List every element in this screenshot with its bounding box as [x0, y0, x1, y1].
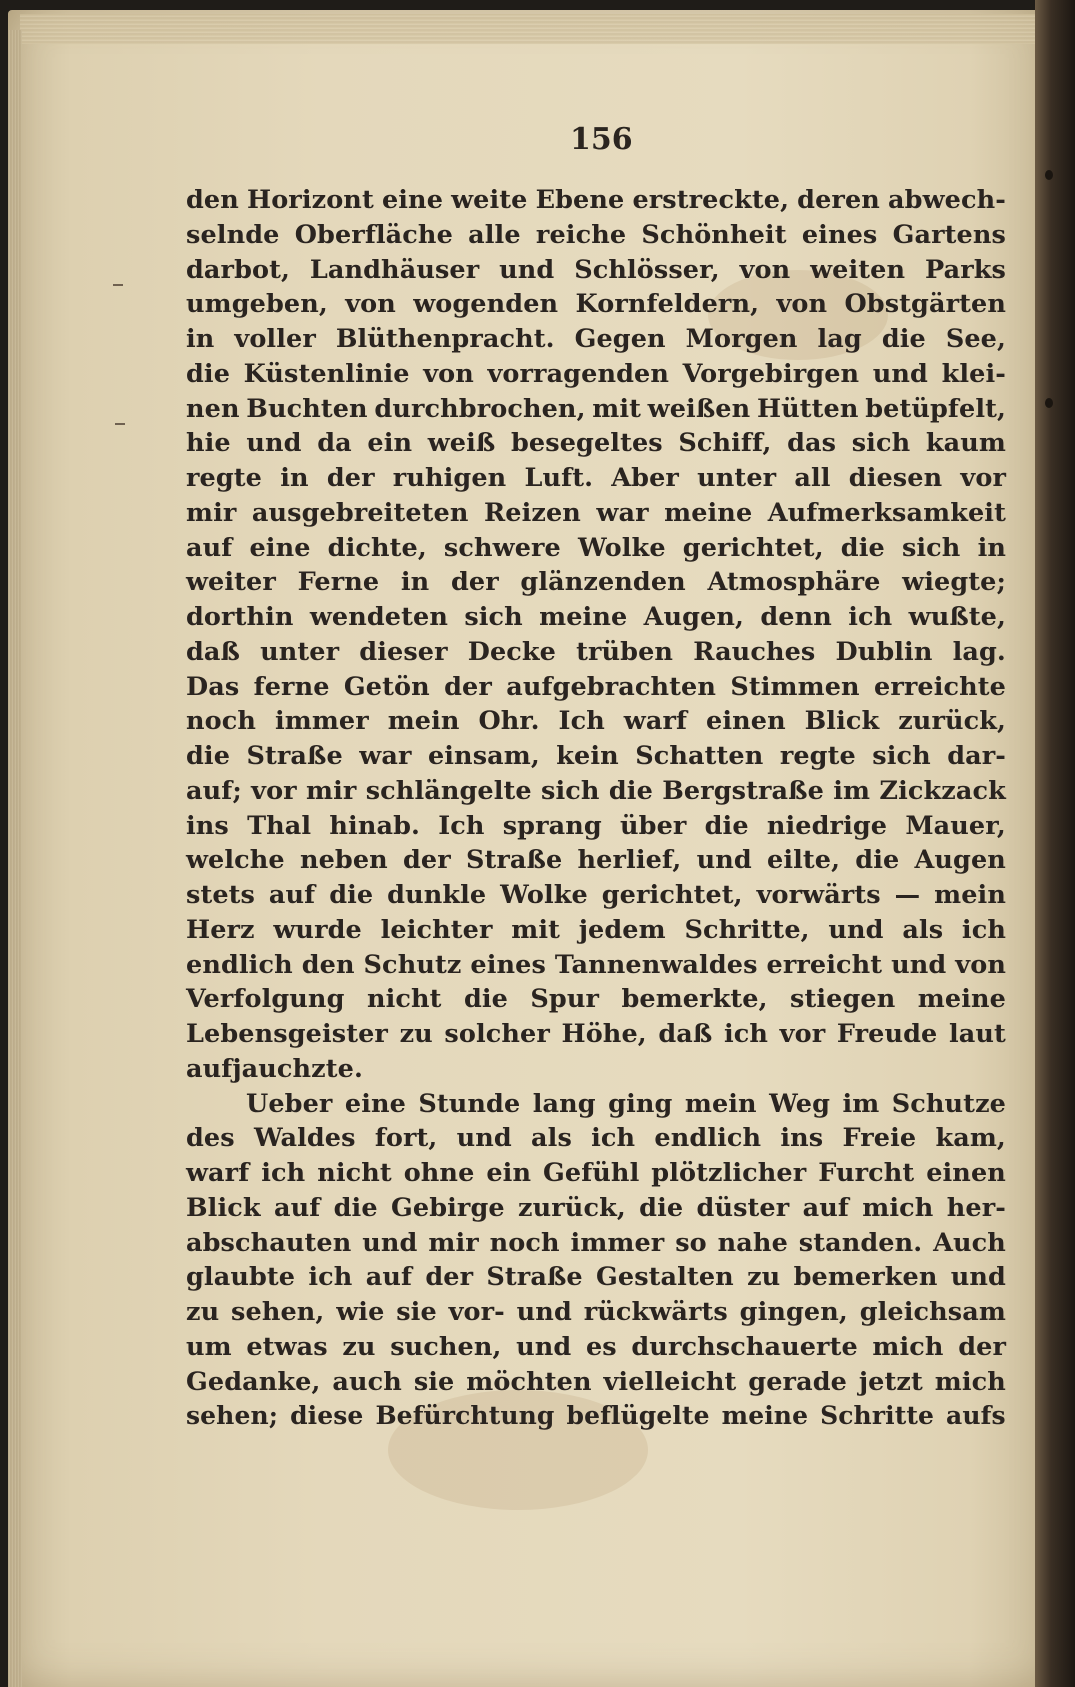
- stacked-page-edges-top: [20, 14, 1040, 44]
- text-line: hie und da ein weiß besegeltes Schiff, das sich kaum: [186, 428, 1006, 459]
- text-line: regte in der ruhigen Luft. Aber unter all diesen vor: [186, 463, 1006, 493]
- text-line: ins Thal hinab. Ich sprang über die niedrige Mauer,: [186, 810, 1006, 841]
- text-line: Gedanke, auch sie möchten vielleicht gerade jetzt mich: [186, 1366, 1006, 1397]
- text-line: selnde Oberfläche alle reiche Schönheit eines Gartens: [186, 219, 1006, 250]
- text-line: warf ich nicht ohne ein Gefühl plötzlicher Furcht einen: [186, 1158, 1006, 1188]
- text-line: auf; vor mir schlängelte sich die Bergstraße im Zickzack: [186, 775, 1006, 806]
- text-line: mir ausgebreiteten Reizen war meine Aufmerksamkeit: [186, 497, 1006, 528]
- text-line: Das ferne Getön der aufgebrachten Stimmen erreichte: [186, 671, 1006, 702]
- text-line: nen Buchten durchbrochen, mit weißen Hütten betüpfelt,: [186, 393, 1006, 424]
- text-line: Blick auf die Gebirge zurück, die düster auf mich her-: [186, 1192, 1006, 1223]
- text-line: stets auf die dunkle Wolke gerichtet, vorwärts — mein: [186, 880, 1006, 910]
- text-line: welche neben der Straße herlief, und eilte, die Augen: [186, 845, 1006, 876]
- paragraph: [186, 183, 1006, 1087]
- margin-mark: [113, 284, 123, 286]
- paragraph: [186, 1087, 1006, 1435]
- text-line: des Waldes fort, und als ich endlich ins Freie kam,: [186, 1123, 1006, 1154]
- text-line: endlich den Schutz eines Tannenwaldes erreicht und von: [186, 949, 1006, 980]
- text-line: in voller Blüthenpracht. Gegen Morgen lag die See,: [186, 324, 1006, 354]
- text-line: umgeben, von wogenden Kornfeldern, von Obstgärten: [186, 289, 1006, 320]
- text-line: noch immer mein Ohr. Ich warf einen Blick zurück,: [186, 706, 1006, 737]
- text-line: glaubte ich auf der Straße Gestalten zu bemerken und: [186, 1262, 1006, 1293]
- margin-mark: [115, 423, 125, 425]
- text-line: sehen; diese Befürchtung beflügelte meine Schritte aufs: [186, 1401, 1006, 1431]
- stacked-page-edges-left: [8, 30, 22, 1687]
- text-line: darbot, Landhäuser und Schlösser, von weiten Parks: [186, 254, 1006, 285]
- text-line: weiter Ferne in der glänzenden Atmosphäre wiegte;: [186, 567, 1006, 598]
- binding-hole-icon: [1045, 398, 1053, 408]
- text-line: um etwas zu suchen, und es durchschauerte mich der: [186, 1331, 1006, 1362]
- text-line: Herz wurde leichter mit jedem Schritte, und als ich: [186, 914, 1006, 945]
- book-spine: [1035, 0, 1075, 1687]
- body-text: [186, 183, 1006, 1434]
- text-line: die Küstenlinie von vorragenden Vorgebirgen und klei-: [186, 358, 1006, 389]
- text-line: abschauten und mir noch immer so nahe standen. Auch: [186, 1227, 1006, 1258]
- text-line: aufjauchzte.: [186, 1053, 363, 1084]
- text-line: dorthin wendeten sich meine Augen, denn ich wußte,: [186, 602, 1006, 632]
- text-line: Ueber eine Stunde lang ging mein Weg im Schutze: [246, 1088, 1006, 1119]
- binding-hole-icon: [1045, 170, 1053, 180]
- text-line: Lebensgeister zu solcher Höhe, daß ich vor Freude laut: [186, 1019, 1006, 1049]
- text-line: den Horizont eine weite Ebene erstreckte, deren abwech-: [186, 185, 1006, 215]
- text-line: auf eine dichte, schwere Wolke gerichtet, die sich in: [186, 532, 1006, 563]
- text-line: daß unter dieser Decke trüben Rauches Dublin lag.: [186, 636, 1006, 667]
- page-number: 156: [570, 122, 633, 157]
- text-line: die Straße war einsam, kein Schatten regte sich dar-: [186, 741, 1006, 771]
- text-line: zu sehen, wie sie vor- und rückwärts gingen, gleichsam: [186, 1297, 1006, 1327]
- text-line: Verfolgung nicht die Spur bemerkte, stiegen meine: [186, 984, 1006, 1015]
